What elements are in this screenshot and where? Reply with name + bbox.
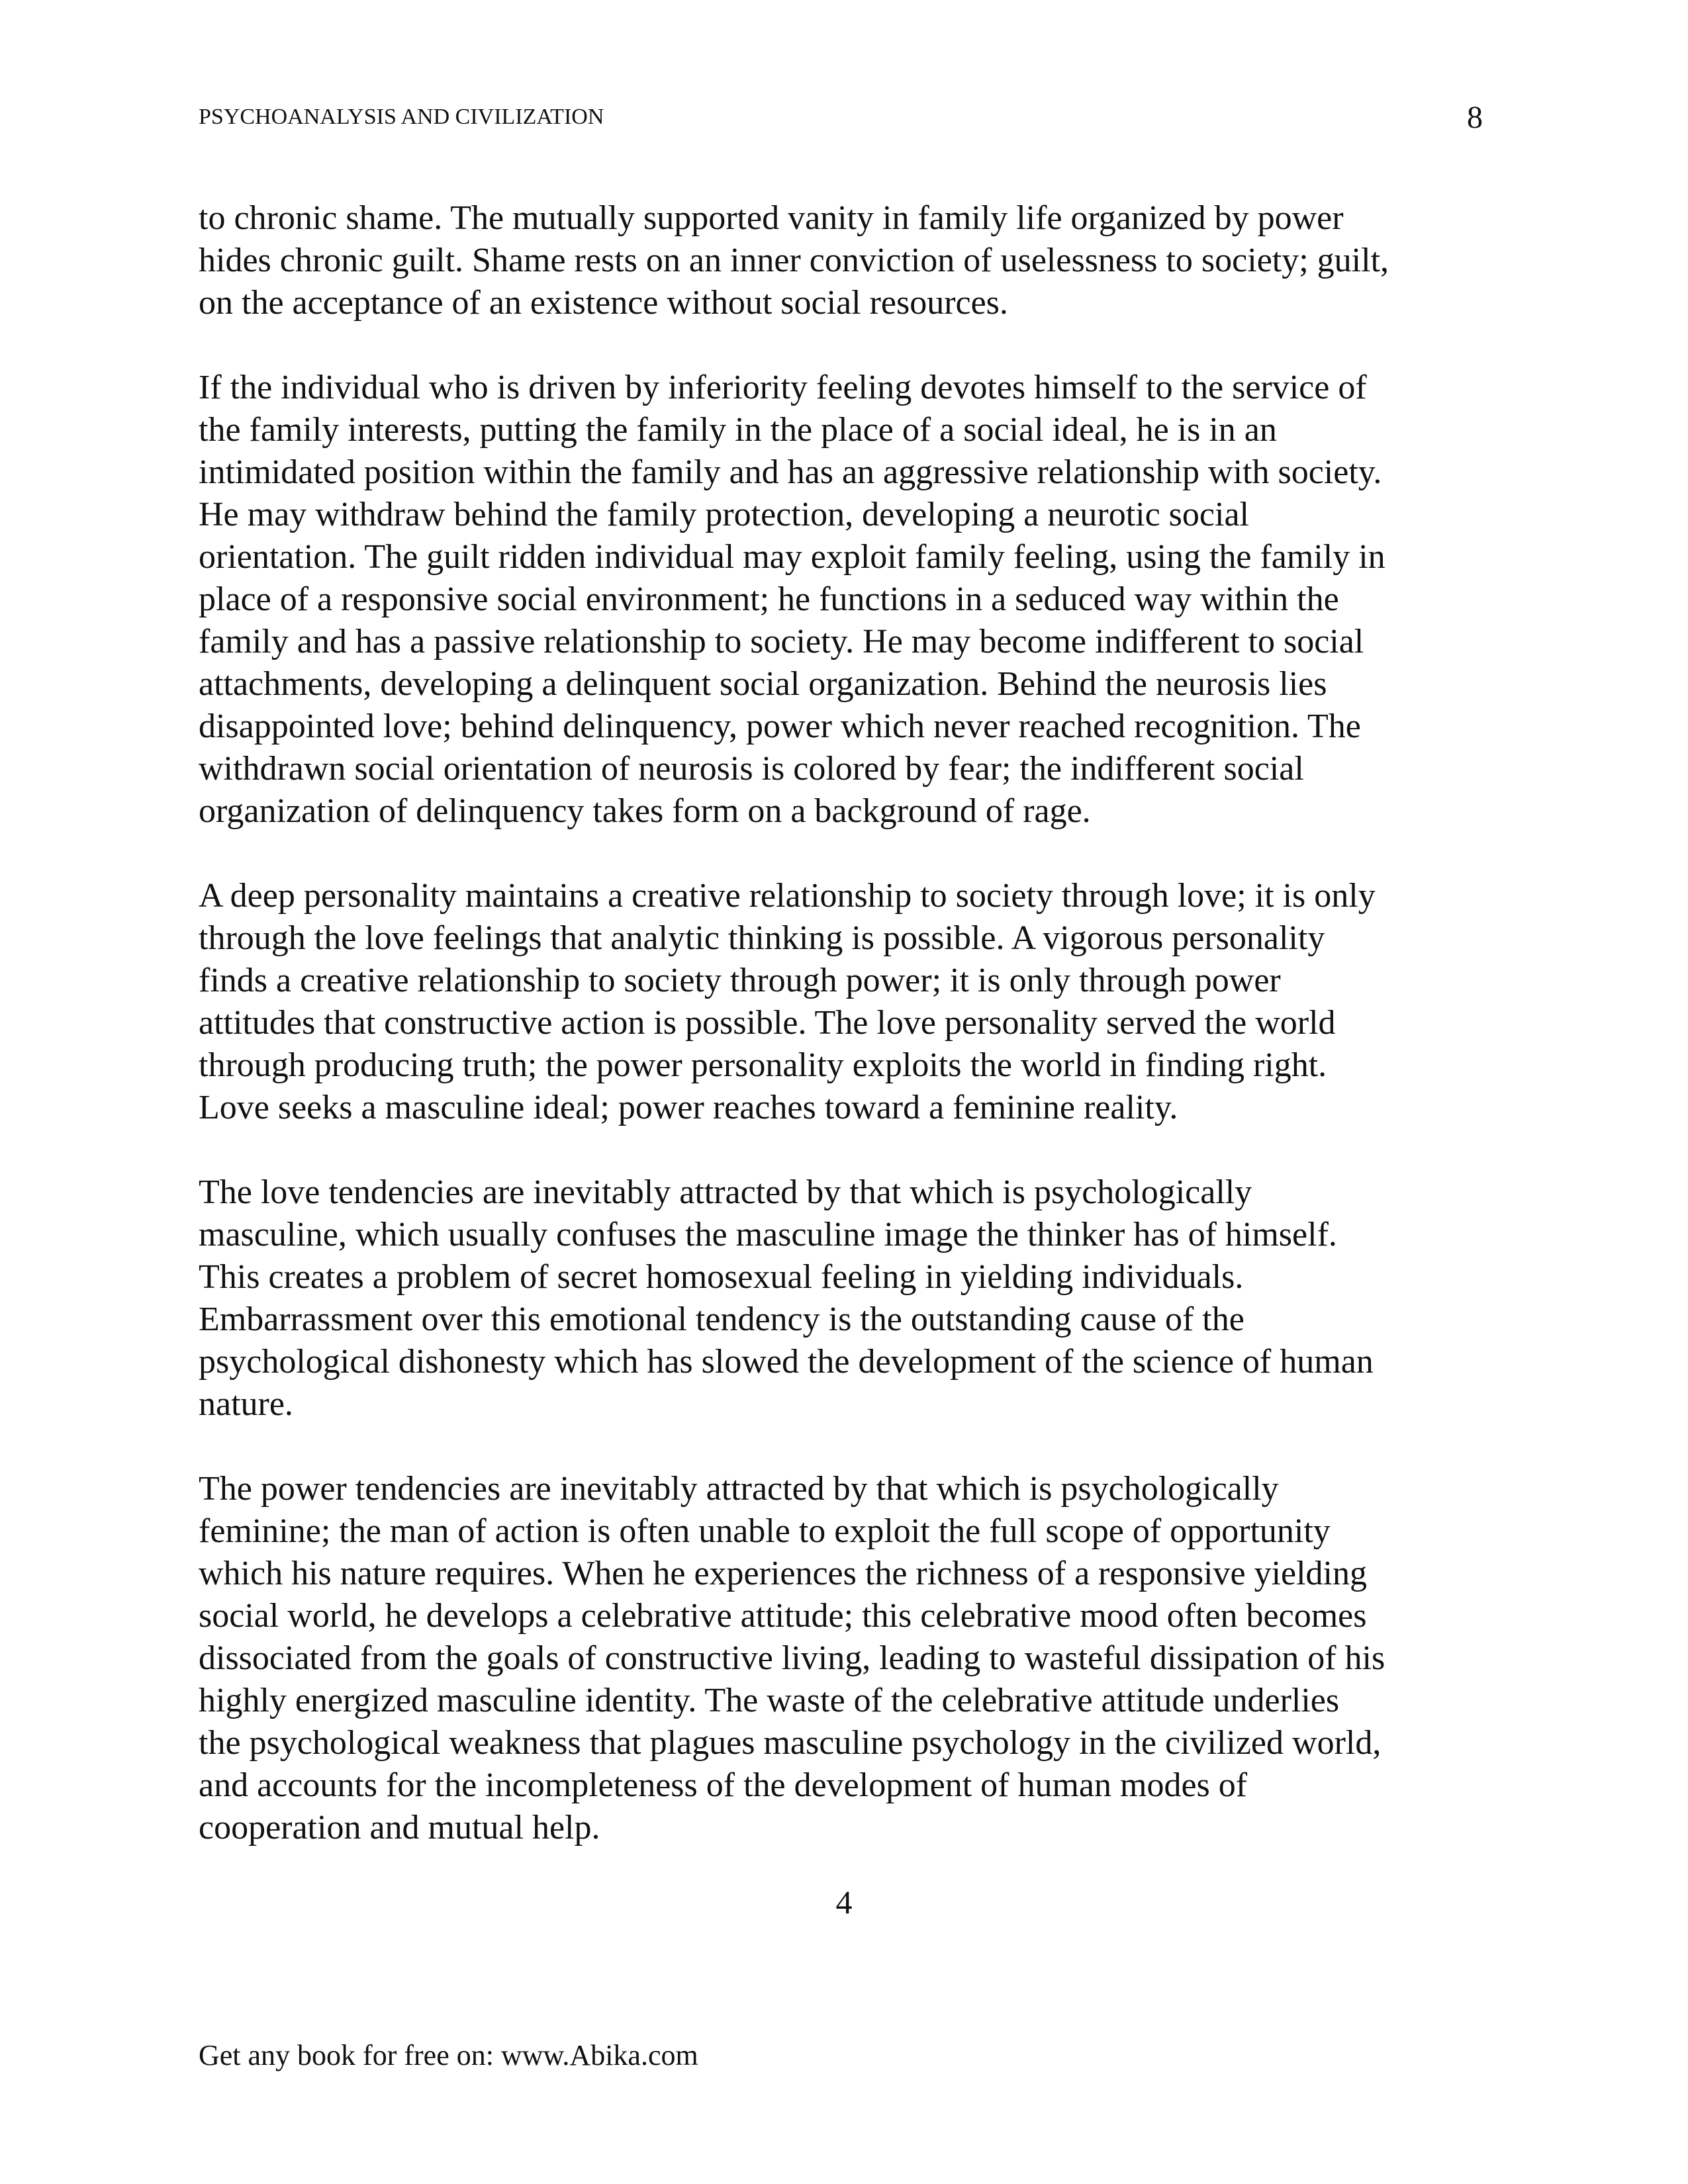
running-header	[199, 99, 1483, 139]
text-line: He may withdraw behind the family protection, developing a neurotic social	[199, 496, 1249, 533]
text-line: social world, he develops a celebrative attitude; this celebrative mood often becomes	[199, 1597, 1367, 1635]
text-line: family and has a passive relationship to society. He may become indifferent to social	[199, 623, 1364, 660]
text-line: which his nature requires. When he experiences the richness of a responsive yielding	[199, 1555, 1368, 1592]
footer-text: Get any book for free on: www.Abika.com	[199, 2039, 698, 2071]
body-text	[199, 197, 1496, 1891]
paragraph-2	[199, 367, 1496, 833]
text-line: organization of delinquency takes form on a background of rage.	[199, 792, 1091, 830]
text-line: This creates a problem of secret homosexual feeling in yielding individuals.	[199, 1258, 1244, 1296]
text-line: The power tendencies are inevitably attracted by that which is psychologically	[199, 1470, 1279, 1508]
text-line: dissociated from the goals of constructive living, leading to wasteful dissipation of his	[199, 1639, 1385, 1677]
paragraph-1	[199, 197, 1496, 324]
text-line: orientation. The guilt ridden individual may exploit family feeling, using the family in	[199, 538, 1385, 576]
text-line: highly energized masculine identity. The waste of the celebrative attitude underlies	[199, 1682, 1340, 1719]
page-number-top: 8	[1467, 100, 1483, 135]
text-line: nature.	[199, 1385, 293, 1423]
text-line: to chronic shame. The mutually supported vanity in family life organized by power	[199, 199, 1344, 237]
text-line: A deep personality maintains a creative relationship to society through love; it is only	[199, 877, 1376, 915]
text-line: feminine; the man of action is often unable to exploit the full scope of opportunity	[199, 1512, 1331, 1550]
text-line: Embarrassment over this emotional tendency is the outstanding cause of the	[199, 1300, 1244, 1338]
text-line: the psychological weakness that plagues masculine psychology in the civilized world,	[199, 1724, 1382, 1762]
text-line: attachments, developing a delinquent social organization. Behind the neurosis lies	[199, 665, 1327, 703]
text-line: disappointed love; behind delinquency, power which never reached recognition. The	[199, 707, 1361, 745]
text-line: If the individual who is driven by inferiority feeling devotes himself to the service of	[199, 369, 1367, 406]
paragraph-3	[199, 875, 1496, 1129]
page-number-bottom: 4	[835, 1884, 853, 1921]
text-line: place of a responsive social environment; he functions in a seduced way within the	[199, 580, 1339, 618]
text-line: Love seeks a masculine ideal; power reaches toward a feminine reality.	[199, 1089, 1178, 1126]
text-line: through producing truth; the power personality exploits the world in finding right.	[199, 1046, 1327, 1084]
text-line: and accounts for the incompleteness of the development of human modes of	[199, 1766, 1248, 1804]
text-line: hides chronic guilt. Shame rests on an inner conviction of uselessness to society; guilt,	[199, 242, 1389, 279]
text-line: withdrawn social orientation of neurosis is colored by fear; the indifferent social	[199, 750, 1304, 788]
text-line: on the acceptance of an existence without social resources.	[199, 284, 1008, 322]
paragraph-5	[199, 1468, 1496, 1849]
text-line: finds a creative relationship to society through power; it is only through power	[199, 962, 1281, 999]
text-line: cooperation and mutual help.	[199, 1809, 600, 1846]
running-title: PSYCHOANALYSIS AND CIVILIZATION	[199, 105, 604, 129]
text-line: through the love feelings that analytic thinking is possible. A vigorous personality	[199, 919, 1325, 957]
text-line: masculine, which usually confuses the masculine image the thinker has of himself.	[199, 1216, 1337, 1253]
paragraph-4	[199, 1171, 1496, 1426]
text-line: The love tendencies are inevitably attracted by that which is psychologically	[199, 1173, 1252, 1211]
text-line: psychological dishonesty which has slowed the development of the science of human	[199, 1343, 1374, 1381]
text-line: attitudes that constructive action is possible. The love personality served the world	[199, 1004, 1336, 1042]
text-line: the family interests, putting the family in the place of a social ideal, he is in an	[199, 411, 1277, 449]
text-line: intimidated position within the family and has an aggressive relationship with society.	[199, 453, 1382, 491]
